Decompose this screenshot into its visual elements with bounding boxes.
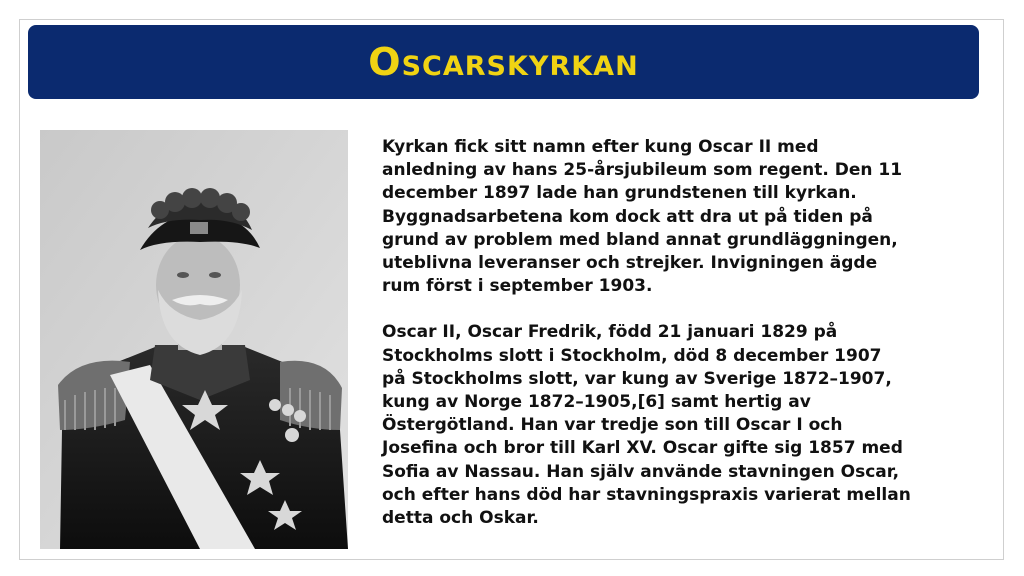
slide-title: Oscarskyrkan bbox=[368, 40, 639, 84]
paragraph-oscar-biography: Oscar II, Oscar Fredrik, född 21 januari 1829 på Stockholms slott i Stockholm, död 8 december 1907 på Stockholms slott, var kung av Sverige 1872–1907, kung av Norge 1872–1905,[6] samt hertig av Östergötland. Han var tredje son till Oscar I och Josefina och bror till Karl XV. Oscar gifte sig 1857 med Sofia av Nassau. Han själv använde stavningen Oscar, och efter hans död har stavningspraxis varierat mellan detta och Oskar. bbox=[382, 322, 911, 529]
body-text bbox=[382, 136, 982, 530]
portrait-illustration bbox=[40, 130, 348, 549]
portrait-image bbox=[40, 130, 348, 549]
paragraph-church-history: Kyrkan fick sitt namn efter kung Oscar II med anledning av hans 25-årsjubileum som regent. Den 11 december 1897 lade han grundstenen till kyrkan. Byggnadsarbetena kom dock att dra ut på tiden på grund av problem med bland annat grundläggningen, uteblivna leveranser och strejker. Invigningen ägde rum först i september 1903. bbox=[382, 137, 903, 297]
title-bar bbox=[28, 25, 979, 99]
